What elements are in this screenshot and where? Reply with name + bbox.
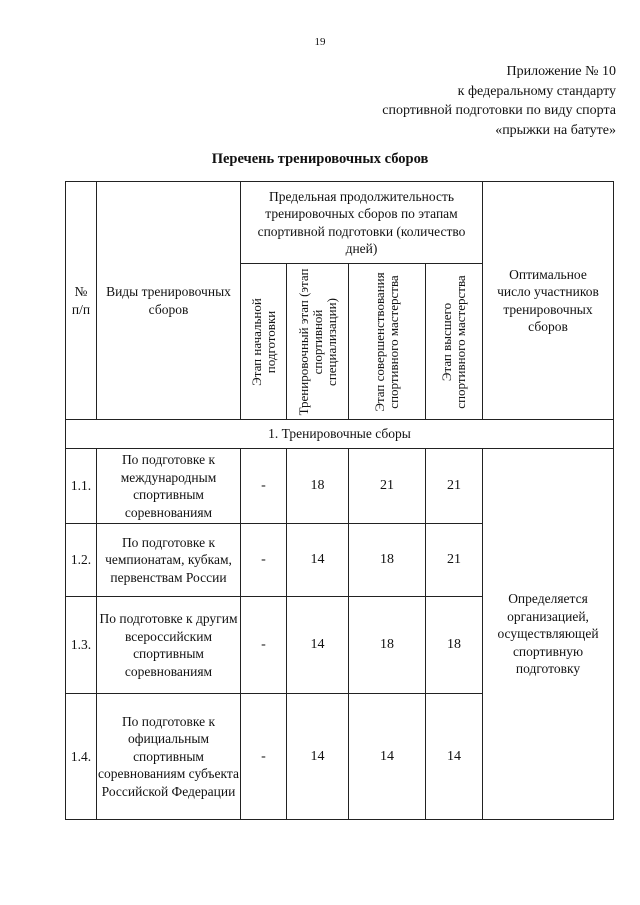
row-kind: По подготовке к официальным спортивным соревнованиям субъекта Российской Федерации (97, 694, 241, 820)
row-kind: По подготовке к другим всероссийским спортивным соревнованиям (97, 597, 241, 694)
row-value-training: 18 (287, 449, 349, 524)
header-participants: Оптимальное число участников тренировочных сборов (483, 182, 614, 420)
row-number: 1.4. (66, 694, 97, 820)
row-value-training: 14 (287, 597, 349, 694)
header-row-1 (66, 182, 614, 264)
appendix-line-1: Приложение № 10 (506, 64, 616, 79)
participants-note: Определяется организацией, осуществляющей спортивную подготовку (483, 449, 614, 820)
row-value-higher: 14 (426, 694, 483, 820)
document-title: Перечень тренировочных сборов (211, 151, 429, 167)
row-value-initial: - (241, 524, 287, 597)
appendix-line-4: «прыжки на батуте» (495, 122, 616, 138)
row-value-improvement: 21 (349, 449, 426, 524)
row-value-higher: 18 (426, 597, 483, 694)
section-row (66, 420, 614, 449)
training-camps-table (65, 181, 614, 820)
header-duration: Предельная продолжительность тренировочных сборов по этапам спортивной подготовки (количество дней) (241, 182, 483, 264)
appendix-header (382, 62, 616, 140)
row-value-improvement: 18 (349, 597, 426, 694)
section-title: 1. Тренировочные сборы (66, 420, 614, 449)
header-kind: Виды тренировочных сборов (97, 182, 241, 420)
header-stage-improvement: Этап совершенствования спортивного мастерства (349, 264, 426, 420)
row-kind: По подготовке к чемпионатам, кубкам, первенствам России (97, 524, 241, 597)
header-stage-training: Тренировочный этап (этап спортивной специализации) (287, 264, 349, 420)
page-number: 19 (314, 36, 326, 48)
appendix-line-2: к федеральному стандарту (457, 83, 616, 99)
table-row (66, 449, 614, 524)
header-stage-initial: Этап начальной подготовки (241, 264, 287, 420)
row-value-improvement: 18 (349, 524, 426, 597)
row-value-training: 14 (287, 694, 349, 820)
row-value-initial: - (241, 449, 287, 524)
row-value-higher: 21 (426, 524, 483, 597)
appendix-line-3: спортивной подготовки по виду спорта (382, 103, 616, 118)
row-value-training: 14 (287, 524, 349, 597)
row-value-initial: - (241, 597, 287, 694)
header-number: № п/п (66, 182, 97, 420)
row-kind: По подготовке к международным спортивным соревнованиям (97, 449, 241, 524)
row-number: 1.2. (66, 524, 97, 597)
header-stage-higher: Этап высшего спортивного мастерства (426, 264, 483, 420)
row-number: 1.3. (66, 597, 97, 694)
row-value-higher: 21 (426, 449, 483, 524)
row-value-improvement: 14 (349, 694, 426, 820)
row-number: 1.1. (66, 449, 97, 524)
row-value-initial: - (241, 694, 287, 820)
